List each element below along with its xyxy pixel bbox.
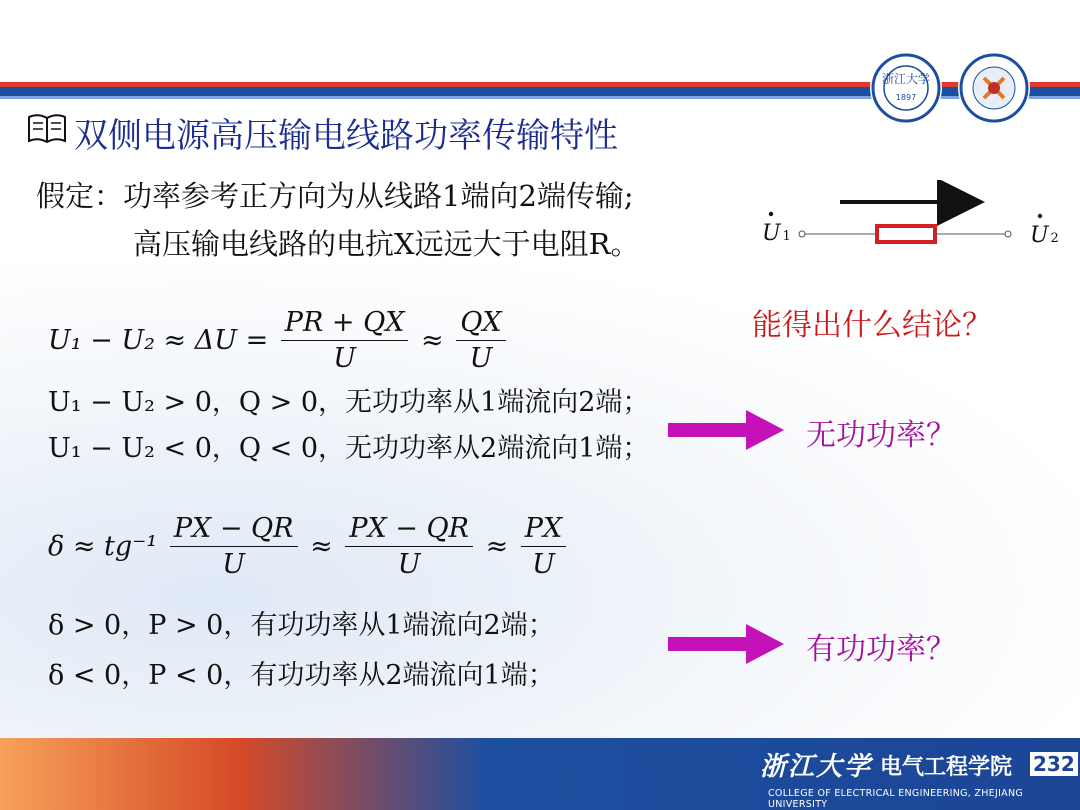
node2-label: U [1030, 223, 1049, 248]
approx-symbol: ≈ [421, 325, 444, 356]
approx-symbol: ≈ [310, 531, 333, 562]
reactive-frac-1-num: PR + QX [281, 306, 409, 341]
school-name: 浙江大学 [760, 752, 873, 782]
footer-bar [0, 738, 1080, 810]
svg-text:1897: 1897 [895, 93, 917, 102]
reactive-line-positive: U₁ − U₂ > 0，Q > 0，无功功率从1端流向2端； [48, 387, 650, 418]
reactive-frac-2-den: U [469, 343, 493, 374]
reactive-frac-1 [281, 306, 409, 377]
reactive-power-label: 无功功率？ [806, 418, 956, 453]
zju-seal-icon [870, 52, 942, 124]
active-frac-1-den: U [222, 549, 246, 580]
department-name: 电气工程学院 [880, 755, 1013, 780]
english-name: COLLEGE OF ELECTRICAL ENGINEERING, ZHEJIANG UNIVERSITY [768, 788, 1024, 810]
active-frac-2-num: PX − QR [345, 512, 473, 547]
slide-title [26, 108, 618, 157]
active-equation [48, 512, 570, 583]
reactive-equation [48, 306, 510, 377]
reactive-eq-lhs: U₁ − U₂ ≈ ΔU = [48, 325, 269, 356]
active-line-positive: δ > 0，P > 0，有功功率从1端流向2端； [48, 610, 555, 641]
svg-text:U2 [1030, 223, 1059, 248]
active-frac-3 [521, 512, 566, 583]
reactive-frac-1-den: U [333, 343, 356, 374]
reactive-frac-2-num: QX [456, 306, 505, 341]
assumption-block [36, 172, 639, 268]
node1-sub: 1 [782, 229, 791, 244]
assumption-line-2: 高压输电线路的电抗X远远大于电阻R。 [133, 227, 640, 261]
node1-label: U [762, 221, 781, 246]
book-icon [26, 111, 68, 154]
line-circuit-diagram [755, 180, 1065, 260]
active-frac-2-den: U [397, 549, 421, 580]
assumption-line-1: 假定：功率参考正方向为从线路1端向2端传输; [36, 179, 634, 213]
node2-sub: 2 [1050, 231, 1059, 246]
approx-symbol: ≈ [485, 531, 509, 562]
active-frac-1 [170, 512, 298, 583]
active-arrow-icon [668, 622, 788, 666]
active-line-negative: δ < 0，P < 0，有功功率从2端流向1端； [48, 660, 555, 691]
svg-text:U1 [762, 221, 791, 246]
active-frac-2 [345, 512, 473, 583]
active-frac-3-num: PX [521, 512, 566, 547]
reactive-frac-2 [456, 306, 505, 377]
title-text: 双侧电源高压输电线路功率传输特性 [74, 116, 618, 156]
reactive-line-negative: U₁ − U₂ < 0，Q < 0，无功功率从2端流向1端； [48, 433, 650, 464]
reactive-arrow-icon [668, 408, 788, 452]
active-frac-3-den: U [532, 549, 555, 580]
page-number: 232 [1030, 752, 1078, 776]
resistor-icon [877, 226, 935, 242]
question-text: 能得出什么结论？ [752, 308, 992, 343]
active-eq-lhs: δ ≈ tg⁻¹ [48, 531, 158, 562]
svg-text:浙江大学: 浙江大学 [881, 72, 931, 86]
active-frac-1-num: PX − QR [170, 512, 298, 547]
active-power-label: 有功功率？ [806, 632, 956, 667]
college-seal-icon [958, 52, 1030, 124]
